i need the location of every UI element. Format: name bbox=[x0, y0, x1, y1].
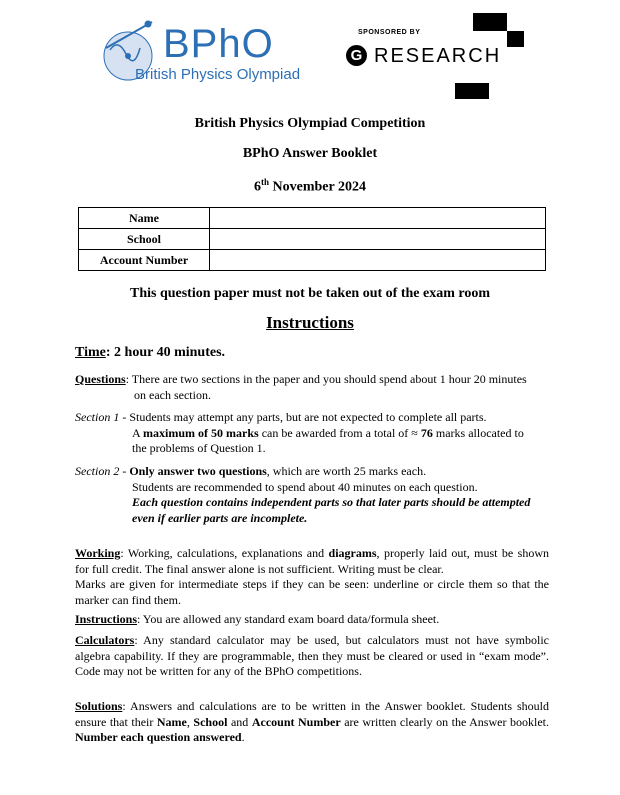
section-1-paragraph bbox=[75, 410, 549, 457]
total-marks: 76 bbox=[420, 425, 433, 440]
section-1-text: A bbox=[132, 425, 144, 440]
questions-text: : There are two sections in the paper and you should spend about 1 hour 20 minutes bbox=[125, 372, 527, 386]
name-field[interactable] bbox=[210, 208, 546, 229]
booklet-title: BPhO Answer Booklet bbox=[242, 146, 378, 161]
section-2-line-3: Each question contains independent parts so that later parts should be attempted bbox=[132, 495, 531, 509]
calculators-label: Calculators bbox=[75, 633, 135, 647]
school-label: School bbox=[79, 229, 210, 250]
solutions-paragraph bbox=[75, 699, 549, 746]
sponsor-logo-block bbox=[455, 83, 489, 99]
instructions-text: : You are allowed any standard exam board data/formula sheet. bbox=[137, 612, 440, 626]
time-value: 2 hour 40 minutes. bbox=[114, 345, 226, 360]
bpho-logo-text: BPhO bbox=[163, 22, 274, 66]
date-suffix: th bbox=[261, 177, 270, 187]
section-2-line-2: Students are recommended to spend about 40 minutes on each question. bbox=[132, 479, 478, 494]
section-1-text: marks allocated to bbox=[432, 425, 524, 440]
calculators-paragraph bbox=[75, 633, 549, 680]
date-day: 6 bbox=[254, 179, 262, 195]
name-label: Name bbox=[79, 208, 210, 229]
sponsor-name: RESEARCH bbox=[374, 45, 502, 67]
section-2-line-4: even if earlier parts are incomplete. bbox=[132, 510, 308, 525]
solutions-name: Name bbox=[156, 714, 187, 729]
date-rest: November 2024 bbox=[269, 179, 366, 195]
time-sep: : bbox=[105, 345, 115, 360]
g-research-icon: G bbox=[346, 45, 367, 66]
school-field[interactable] bbox=[210, 229, 546, 250]
time-line bbox=[75, 345, 225, 361]
solutions-number-each: Number each question answered bbox=[75, 730, 242, 744]
solutions-text: , bbox=[186, 714, 194, 729]
working-diagrams: diagrams bbox=[328, 546, 377, 560]
section-2-label: Section 2 - bbox=[75, 464, 127, 478]
table-row bbox=[79, 229, 546, 250]
instructions-paragraph bbox=[75, 612, 549, 628]
account-number-field[interactable] bbox=[210, 250, 546, 271]
questions-text-2: on each section. bbox=[134, 387, 211, 402]
instructions-label: Instructions bbox=[75, 612, 138, 626]
solutions-text: are written clearly on the Answer booklet. bbox=[340, 714, 549, 729]
section-1-line-3: the problems of Question 1. bbox=[132, 441, 266, 455]
working-text: , properly laid out, must be shown for full credit. The final answer alone is not sufficient. Writing must be clear. bbox=[75, 546, 549, 576]
solutions-label: Solutions bbox=[75, 699, 123, 713]
working-marks-text: Marks are given for intermediate steps if they can be seen: underline or circle them so that the marker can find them. bbox=[75, 577, 549, 607]
exam-date bbox=[0, 177, 620, 196]
bpho-logo-subtitle: British Physics Olympiad bbox=[135, 66, 301, 83]
section-1-line-1: Students may attempt any parts, but are not expected to complete all parts. bbox=[126, 410, 487, 424]
working-paragraph bbox=[75, 546, 549, 608]
sponsor-logo-block bbox=[473, 13, 507, 31]
solutions-text: and bbox=[227, 714, 252, 729]
working-text: : Working, calculations, explanations and bbox=[120, 546, 329, 560]
table-row bbox=[79, 208, 546, 229]
account-number-label: Account Number bbox=[79, 250, 210, 271]
section-2-line-1: , which are worth 25 marks each. bbox=[266, 464, 427, 478]
solutions-text: : Answers and calculations are to be written in the Answer booklet. Students should ensure that their bbox=[75, 699, 549, 729]
questions-paragraph bbox=[75, 372, 549, 403]
instructions-heading: Instructions bbox=[266, 313, 354, 332]
sponsor-label: SPONSORED BY bbox=[358, 29, 421, 36]
section-1-text: can be awarded from a total of ≈ bbox=[258, 425, 421, 440]
time-label: Time bbox=[75, 345, 106, 360]
questions-label: Questions bbox=[75, 372, 126, 386]
calculators-text: : Any standard calculator may be used, but calculators must not have symbolic algebra capability. If they are programmable, then they must be cleared or used in “exam mode”. Code may not be written for any of the BPhO competitions. bbox=[75, 633, 549, 678]
section-2-paragraph bbox=[75, 464, 549, 526]
sponsor-logo-block bbox=[507, 31, 524, 47]
working-label: Working bbox=[75, 546, 121, 560]
solutions-text: . bbox=[241, 730, 245, 744]
competition-title: British Physics Olympiad Competition bbox=[194, 116, 426, 131]
solutions-school: School bbox=[193, 714, 228, 729]
section-2-bold: Only answer two questions bbox=[126, 464, 267, 478]
max-marks: maximum of 50 marks bbox=[143, 425, 259, 440]
section-1-label: Section 1 - bbox=[75, 410, 127, 424]
solutions-account-number: Account Number bbox=[251, 714, 341, 729]
candidate-info-table bbox=[78, 207, 546, 271]
table-row bbox=[79, 250, 546, 271]
exam-room-warning: This question paper must not be taken out of the exam room bbox=[129, 286, 490, 301]
